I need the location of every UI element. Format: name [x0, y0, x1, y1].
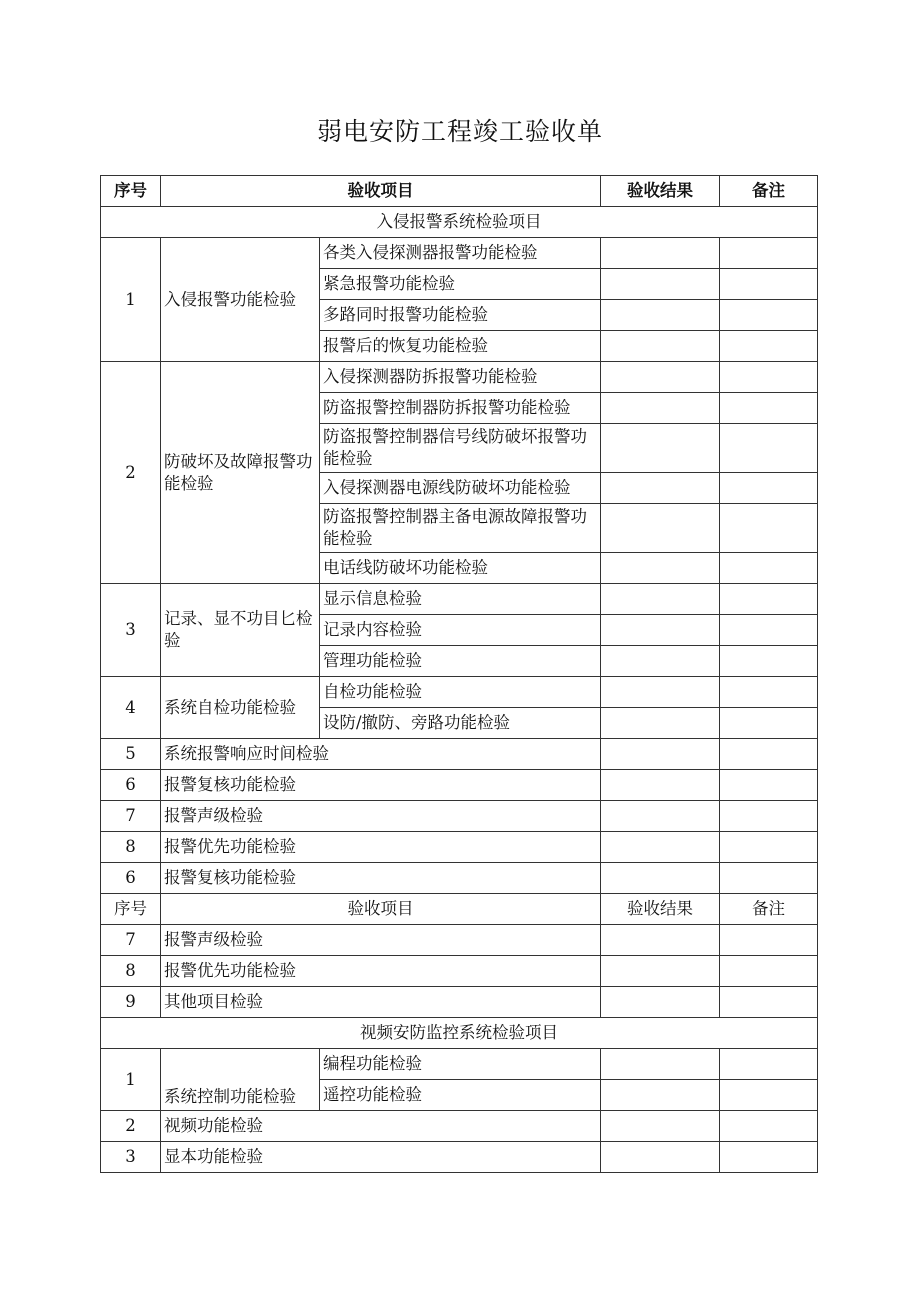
sub-item: 报警后的恢复功能检验	[320, 331, 601, 362]
table-header-row	[101, 176, 818, 207]
result-cell[interactable]	[601, 1142, 720, 1173]
result-cell[interactable]	[601, 553, 720, 584]
remark-cell[interactable]	[720, 832, 818, 863]
result-cell[interactable]	[601, 331, 720, 362]
section-title-intrusion: 入侵报警系统检验项目	[101, 207, 818, 238]
table-row	[101, 863, 818, 894]
remark-cell[interactable]	[720, 925, 818, 956]
remark-cell[interactable]	[720, 424, 818, 473]
sub-item: 防盗报警控制器信号线防破坏报警功能检验	[320, 424, 601, 473]
remark-cell[interactable]	[720, 473, 818, 504]
result-cell[interactable]	[601, 269, 720, 300]
result-cell[interactable]	[601, 863, 720, 894]
result-cell[interactable]	[601, 801, 720, 832]
row-no: 8	[101, 956, 161, 987]
sub-item: 显示信息检验	[320, 584, 601, 615]
row-no: 1	[101, 1049, 161, 1111]
result-cell[interactable]	[601, 739, 720, 770]
result-cell[interactable]	[601, 1080, 720, 1111]
remark-cell[interactable]	[720, 615, 818, 646]
result-cell[interactable]	[601, 615, 720, 646]
sub-item: 各类入侵探测器报警功能检验	[320, 238, 601, 269]
result-cell[interactable]	[601, 424, 720, 473]
section-row	[101, 1018, 818, 1049]
table-row	[101, 677, 818, 708]
row-no: 1	[101, 238, 161, 362]
table-row	[101, 739, 818, 770]
result-cell[interactable]	[601, 646, 720, 677]
header-no: 序号	[101, 176, 161, 207]
header-item: 验收项目	[161, 176, 601, 207]
item-name: 报警复核功能检验	[161, 770, 601, 801]
sub-item: 防盗报警控制器防拆报警功能检验	[320, 393, 601, 424]
table-row	[101, 801, 818, 832]
table-row	[101, 362, 818, 393]
remark-cell[interactable]	[720, 739, 818, 770]
result-cell[interactable]	[601, 925, 720, 956]
row-no: 7	[101, 801, 161, 832]
result-cell[interactable]	[601, 956, 720, 987]
remark-cell[interactable]	[720, 1049, 818, 1080]
remark-cell[interactable]	[720, 1142, 818, 1173]
section-title-video: 视频安防监控系统检验项目	[101, 1018, 818, 1049]
sub-item: 入侵探测器防拆报警功能检验	[320, 362, 601, 393]
remark-cell[interactable]	[720, 269, 818, 300]
table-row	[101, 925, 818, 956]
sub-item: 遥控功能检验	[320, 1080, 601, 1111]
result-cell[interactable]	[601, 832, 720, 863]
table-row	[101, 832, 818, 863]
row-no: 6	[101, 770, 161, 801]
remark-cell[interactable]	[720, 677, 818, 708]
table-header-row-repeat	[101, 894, 818, 925]
remark-cell[interactable]	[720, 646, 818, 677]
group-name: 记录、显不功目匕检验	[161, 584, 320, 677]
row-no: 9	[101, 987, 161, 1018]
result-cell[interactable]	[601, 300, 720, 331]
item-name: 报警优先功能检验	[161, 956, 601, 987]
page-title: 弱电安防工程竣工验收单	[316, 117, 603, 146]
header-result: 验收结果	[601, 894, 720, 925]
remark-cell[interactable]	[720, 300, 818, 331]
group-name: 系统自检功能检验	[161, 677, 320, 739]
group-name: 入侵报警功能检验	[161, 238, 320, 362]
item-name: 视频功能检验	[161, 1111, 601, 1142]
row-no: 3	[101, 1142, 161, 1173]
header-item: 验收项目	[161, 894, 601, 925]
table-row	[101, 770, 818, 801]
acceptance-table	[100, 175, 818, 1173]
sub-item: 编程功能检验	[320, 1049, 601, 1080]
row-no: 4	[101, 677, 161, 739]
remark-cell[interactable]	[720, 1080, 818, 1111]
item-name: 报警声级检验	[161, 801, 601, 832]
remark-cell[interactable]	[720, 504, 818, 553]
result-cell[interactable]	[601, 584, 720, 615]
remark-cell[interactable]	[720, 553, 818, 584]
row-no: 5	[101, 739, 161, 770]
table-row	[101, 1049, 818, 1080]
result-cell[interactable]	[601, 987, 720, 1018]
row-no: 8	[101, 832, 161, 863]
item-name: 报警声级检验	[161, 925, 601, 956]
result-cell[interactable]	[601, 677, 720, 708]
item-name: 其他项目检验	[161, 987, 601, 1018]
remark-cell[interactable]	[720, 956, 818, 987]
table-row	[101, 956, 818, 987]
result-cell[interactable]	[601, 1049, 720, 1080]
sub-item: 防盗报警控制器主备电源故障报警功能检验	[320, 504, 601, 553]
section-row	[101, 207, 818, 238]
result-cell[interactable]	[601, 770, 720, 801]
item-name: 显本功能检验	[161, 1142, 601, 1173]
sub-item: 多路同时报警功能检验	[320, 300, 601, 331]
remark-cell[interactable]	[720, 362, 818, 393]
row-no: 6	[101, 863, 161, 894]
row-no: 2	[101, 1111, 161, 1142]
remark-cell[interactable]	[720, 393, 818, 424]
row-no: 2	[101, 362, 161, 584]
sub-item: 自检功能检验	[320, 677, 601, 708]
table-row	[101, 987, 818, 1018]
row-no: 7	[101, 925, 161, 956]
remark-cell[interactable]	[720, 584, 818, 615]
table-row	[101, 584, 818, 615]
result-cell[interactable]	[601, 504, 720, 553]
sub-item: 记录内容检验	[320, 615, 601, 646]
sub-item: 紧急报警功能检验	[320, 269, 601, 300]
table-row	[101, 1142, 818, 1173]
result-cell[interactable]	[601, 362, 720, 393]
header-result: 验收结果	[601, 176, 720, 207]
result-cell[interactable]	[601, 393, 720, 424]
group-name: 系统控制功能检验	[161, 1049, 320, 1111]
sub-item: 电话线防破坏功能检验	[320, 553, 601, 584]
group-name: 防破坏及故障报警功能检验	[161, 362, 320, 584]
result-cell[interactable]	[601, 1111, 720, 1142]
result-cell[interactable]	[601, 238, 720, 269]
header-no: 序号	[101, 894, 161, 925]
remark-cell[interactable]	[720, 238, 818, 269]
header-remark: 备注	[720, 894, 818, 925]
sub-item: 管理功能检验	[320, 646, 601, 677]
result-cell[interactable]	[601, 708, 720, 739]
remark-cell[interactable]	[720, 770, 818, 801]
remark-cell[interactable]	[720, 1111, 818, 1142]
result-cell[interactable]	[601, 473, 720, 504]
item-name: 系统报警响应时间检验	[161, 739, 601, 770]
remark-cell[interactable]	[720, 331, 818, 362]
row-no: 3	[101, 584, 161, 677]
sub-item: 设防/撤防、旁路功能检验	[320, 708, 601, 739]
sub-item: 入侵探测器电源线防破坏功能检验	[320, 473, 601, 504]
remark-cell[interactable]	[720, 987, 818, 1018]
table-row	[101, 238, 818, 269]
remark-cell[interactable]	[720, 801, 818, 832]
item-name: 报警复核功能检验	[161, 863, 601, 894]
remark-cell[interactable]	[720, 708, 818, 739]
remark-cell[interactable]	[720, 863, 818, 894]
item-name: 报警优先功能检验	[161, 832, 601, 863]
header-remark: 备注	[720, 176, 818, 207]
table-row	[101, 1111, 818, 1142]
